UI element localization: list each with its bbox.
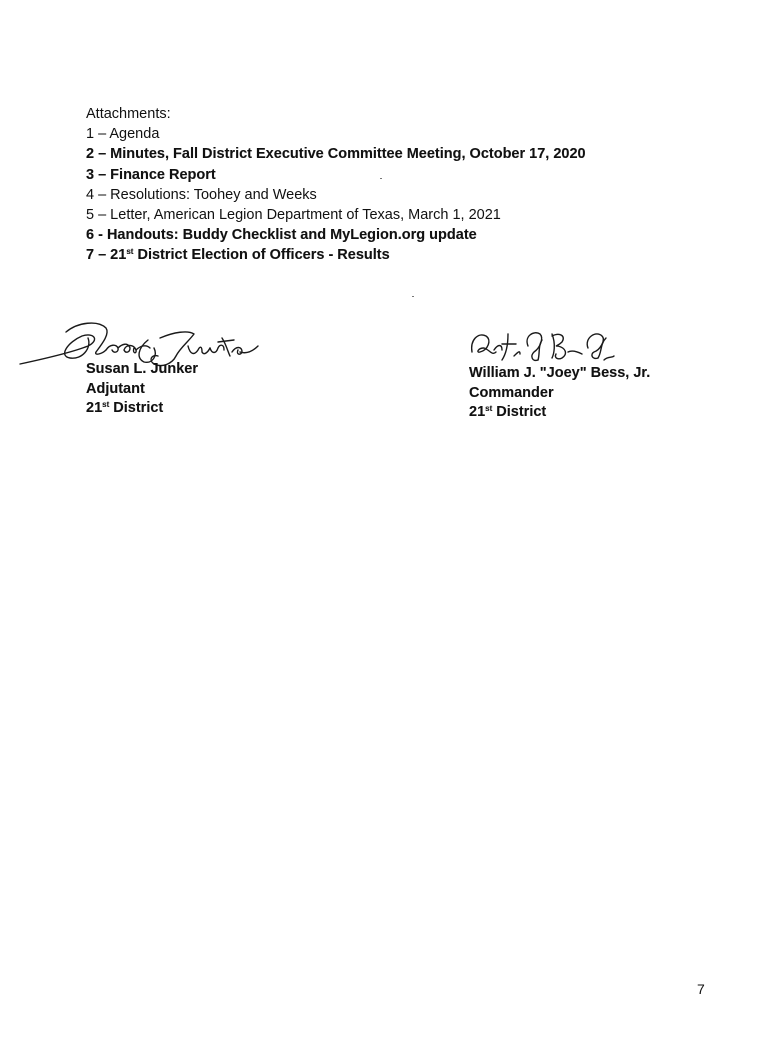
attachment-item-6: 6 - Handouts: Buddy Checklist and MyLegion.org update [86, 227, 477, 244]
attachment-item-1: 1 – Agenda [86, 126, 160, 143]
signatory-left-district [86, 399, 198, 419]
attachment-item-7-sup: st [126, 247, 134, 257]
attachment-item-7-prefix: 7 – 21 [86, 247, 127, 264]
signatory-left-district-num: 21 [86, 400, 103, 416]
signatory-right-district-rest: District [492, 404, 547, 420]
signatory-left-district-rest: District [109, 400, 164, 416]
scan-speck [380, 178, 382, 179]
signatory-right-district [469, 403, 650, 423]
attachment-item-3: 3 – Finance Report [86, 166, 216, 183]
attachments-heading: Attachments: [86, 106, 171, 122]
signatory-left-name: Susan L. Junker [86, 361, 199, 377]
attachment-item-4: 4 – Resolutions: Toohey and Weeks [86, 186, 317, 203]
signatory-right-district-sup: st [485, 404, 493, 413]
signatory-right-district-num: 21 [469, 404, 486, 420]
attachment-item-7 [86, 245, 646, 265]
attachment-item-7-rest: District Election of Officers - Results [133, 247, 390, 264]
signatory-right [469, 364, 650, 423]
attachments-list [86, 104, 646, 266]
signatory-right-title: Commander [469, 384, 554, 401]
signatory-left-district-sup: st [102, 400, 110, 409]
signatory-left [86, 360, 198, 419]
attachment-item-5: 5 – Letter, American Legion Department of Texas, March 1, 2021 [86, 207, 501, 224]
signatory-right-name: William J. "Joey" Bess, Jr. [469, 365, 651, 381]
scan-speck [412, 296, 414, 297]
signatory-left-title: Adjutant [86, 380, 145, 397]
attachment-item-2: 2 – Minutes, Fall District Executive Committee Meeting, October 17, 2020 [86, 146, 586, 163]
page-number: 7 [697, 981, 705, 997]
